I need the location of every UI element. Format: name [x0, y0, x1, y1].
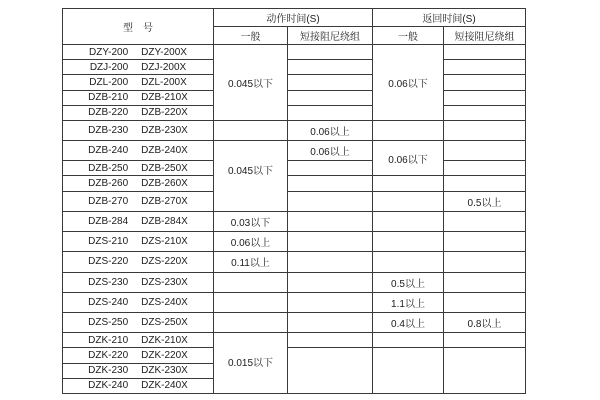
action-damping-cell: [288, 161, 373, 176]
action-damping-cell: [288, 312, 373, 332]
return-damping-cell: 0.5以上: [444, 191, 526, 211]
action-general-cell: [214, 312, 288, 332]
return-damping-cell: [444, 141, 526, 161]
model-cell: DZK-240 DZK-240X: [63, 378, 214, 393]
model-cell: DZS-220 DZS-220X: [63, 252, 214, 272]
table-row: [63, 348, 526, 363]
table-row: [63, 45, 526, 60]
action-damping-cell: [288, 60, 373, 75]
model-cell: DZB-284 DZB-284X: [63, 211, 214, 231]
header-action-time: 动作时间(S): [214, 9, 373, 27]
model-cell: DZK-210 DZK-210X: [63, 333, 214, 348]
return-general-cell: [373, 333, 444, 348]
return-general-cell: 1.1以上: [373, 292, 444, 312]
table-row: [63, 211, 526, 231]
action-damping-cell: [288, 191, 373, 211]
return-general-cell: [373, 232, 444, 252]
return-general-cell: [373, 211, 444, 231]
return-general-cell: 0.06以下: [373, 141, 444, 176]
action-damping-cell: [288, 75, 373, 90]
table-row: [63, 191, 526, 211]
action-damping-cell: [288, 232, 373, 252]
model-cell: DZB-270 DZB-270X: [63, 191, 214, 211]
action-general-cell: [214, 272, 288, 292]
action-damping-cell: [288, 348, 373, 394]
header-action-damping: 短接阻尼绕组: [288, 27, 373, 45]
return-general-cell: [373, 176, 444, 191]
return-damping-cell: [444, 120, 526, 140]
return-damping-cell: [444, 90, 526, 105]
action-damping-cell: [288, 333, 373, 348]
return-damping-cell: [444, 252, 526, 272]
model-cell: DZB-240 DZB-240X: [63, 141, 214, 161]
model-cell: DZK-220 DZK-220X: [63, 348, 214, 363]
action-general-cell: 0.03以下: [214, 211, 288, 231]
table-row: [63, 161, 526, 176]
action-damping-cell: [288, 292, 373, 312]
return-damping-cell: 0.8以上: [444, 312, 526, 332]
return-general-cell: 0.06以下: [373, 45, 444, 121]
model-cell: DZK-230 DZK-230X: [63, 363, 214, 378]
table-row: [63, 232, 526, 252]
table-row: [63, 333, 526, 348]
action-damping-cell: [288, 45, 373, 60]
action-general-cell: [214, 120, 288, 140]
return-general-cell: [373, 191, 444, 211]
table-row: [63, 176, 526, 191]
header-return-time: 返回时间(S): [373, 9, 526, 27]
action-damping-cell: [288, 176, 373, 191]
model-cell: DZB-230 DZB-230X: [63, 120, 214, 140]
return-damping-cell: [444, 161, 526, 176]
model-cell: DZJ-200 DZJ-200X: [63, 60, 214, 75]
return-general-cell: [373, 120, 444, 140]
action-general-cell: 0.045以下: [214, 45, 288, 121]
model-cell: DZS-230 DZS-230X: [63, 272, 214, 292]
action-damping-cell: [288, 105, 373, 120]
table-row: [63, 75, 526, 90]
return-damping-cell: [444, 211, 526, 231]
return-damping-cell: [444, 105, 526, 120]
return-damping-cell: [444, 292, 526, 312]
table-row: [63, 120, 526, 140]
return-general-cell: 0.4以上: [373, 312, 444, 332]
action-damping-cell: 0.06以上: [288, 120, 373, 140]
action-damping-cell: 0.06以上: [288, 141, 373, 161]
return-general-cell: 0.5以上: [373, 272, 444, 292]
model-cell: DZL-200 DZL-200X: [63, 75, 214, 90]
action-damping-cell: [288, 272, 373, 292]
table-row: [63, 60, 526, 75]
header-return-general: 一般: [373, 27, 444, 45]
return-damping-cell: [444, 348, 526, 394]
action-damping-cell: [288, 90, 373, 105]
action-damping-cell: [288, 252, 373, 272]
table-row: [63, 105, 526, 120]
table-row: [63, 90, 526, 105]
return-damping-cell: [444, 333, 526, 348]
table-row: [63, 141, 526, 161]
relay-spec-table: [62, 8, 526, 394]
return-damping-cell: [444, 60, 526, 75]
table-row: [63, 272, 526, 292]
model-cell: DZY-200 DZY-200X: [63, 45, 214, 60]
table-row: [63, 252, 526, 272]
return-general-cell: [373, 252, 444, 272]
table-row: [63, 312, 526, 332]
model-cell: DZB-260 DZB-260X: [63, 176, 214, 191]
header-action-general: 一般: [214, 27, 288, 45]
return-damping-cell: [444, 232, 526, 252]
action-general-cell: 0.06以上: [214, 232, 288, 252]
return-general-cell: [373, 348, 444, 394]
action-general-cell: 0.015以下: [214, 333, 288, 394]
action-general-cell: 0.045以下: [214, 141, 288, 212]
action-general-cell: [214, 292, 288, 312]
header-model: 型 号: [63, 9, 214, 45]
return-damping-cell: [444, 176, 526, 191]
return-damping-cell: [444, 272, 526, 292]
header-return-damping: 短接阻尼绕组: [444, 27, 526, 45]
return-damping-cell: [444, 45, 526, 60]
model-cell: DZS-250 DZS-250X: [63, 312, 214, 332]
model-cell: DZS-210 DZS-210X: [63, 232, 214, 252]
return-damping-cell: [444, 75, 526, 90]
action-damping-cell: [288, 211, 373, 231]
model-cell: DZB-250 DZB-250X: [63, 161, 214, 176]
action-general-cell: 0.11以上: [214, 252, 288, 272]
model-cell: DZB-220 DZB-220X: [63, 105, 214, 120]
model-cell: DZB-210 DZB-210X: [63, 90, 214, 105]
model-cell: DZS-240 DZS-240X: [63, 292, 214, 312]
table-row: [63, 292, 526, 312]
